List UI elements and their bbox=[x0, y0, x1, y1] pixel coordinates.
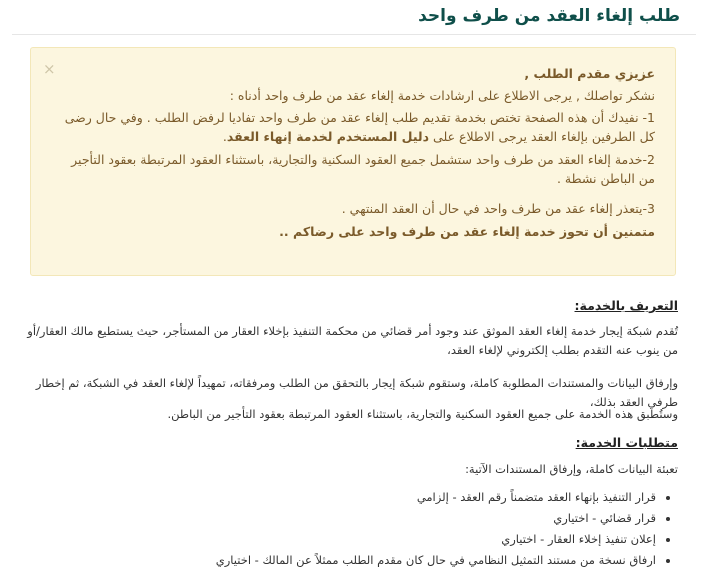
title-divider bbox=[12, 34, 696, 35]
notice-item-3: 3-يتعذر إلغاء عقد من طرف واحد في حال أن العقد المنتهي . bbox=[341, 201, 655, 216]
definition-paragraph-3: وستُطبق هذه الخدمة على جميع العقود السكنية والتجارية، باستثناء العقود المرتبطة بعقود التأجير من الباطن. bbox=[167, 407, 678, 421]
user-guide-link[interactable]: دليل المستخدم لخدمة إنهاء العقد bbox=[226, 129, 430, 144]
list-item: • قرار التنفيذ بإنهاء العقد متضمناً رقم العقد - إلزامي bbox=[20, 488, 656, 506]
list-item: • ارفاق نسخة من مستند التمثيل النظامي في حال كان مقدم الطلب ممثلاً عن المالك - اختياري bbox=[20, 551, 656, 569]
notice-item-1-text: 1- نفيدك أن هذه الصفحة تختص بخدمة تقديم طلب إلغاء عقد من طرف واحد تفاديا لرفض الطلب . وفي حال رضى كل الطرفين بإلغاء العقد يرجى الاطلاع على bbox=[64, 110, 655, 144]
requirements-list bbox=[20, 488, 656, 572]
definition-paragraph-2: وإرفاق البيانات والمستندات المطلوبة كاملة، وستقوم شبكة إيجار بالتحقق من الطلب ومرفقاته، تمهيداً لإلغاء العقد في الشبكة، ثم إخطار طرفي العقد بذلك، bbox=[35, 376, 678, 409]
list-item: • قرار قضائي - اختياري bbox=[20, 509, 656, 527]
list-item: • إعلان تنفيذ إخلاء العقار - اختياري bbox=[20, 530, 656, 548]
close-icon[interactable]: × bbox=[43, 60, 56, 78]
definition-paragraph-1: تُقدم شبكة إيجار خدمة إلغاء العقد الموثق عند وجود أمر قضائي من محكمة التنفيذ بإخلاء العقار من المستأجر، حيث يستطيع مالك العقار/أو من ينوب عنه التقدم بطلب إلكتروني لإلغاء العقد، bbox=[27, 324, 678, 357]
requirements-intro: تعبئة البيانات كاملة، وإرفاق المستندات الآتية: bbox=[465, 462, 678, 476]
notice-item-2: 2-خدمة إلغاء العقد من طرف واحد ستشمل جميع العقود السكنية والتجارية، باستثناء العقود المرتبطة بعقود التأجير من الباطن نشطة . bbox=[71, 152, 655, 186]
definition-heading: التعريف بالخدمة: bbox=[574, 298, 678, 313]
requirements-heading: متطلبات الخدمة: bbox=[575, 435, 678, 450]
notice-greeting: عزيزي مقدم الطلب , bbox=[524, 66, 655, 81]
notice-closing: متمنين أن تحوز خدمة إلغاء عقد من طرف واحد على رضاكم .. bbox=[279, 224, 655, 239]
notice-item-1: 1- نفيدك أن هذه الصفحة تختص بخدمة تقديم طلب إلغاء عقد من طرف واحد تفاديا لرفض الطلب . وفي حال رضى كل الطرفين بإلغاء العقد يرجى الاطلاع على دليل المستخدم لخدمة إنهاء العقد. bbox=[64, 110, 655, 144]
notice-intro: نشكر تواصلك , يرجى الاطلاع على ارشادات خدمة إلغاء عقد من طرف واحد أدناه : bbox=[229, 88, 655, 103]
notice-alert bbox=[30, 47, 676, 276]
page-title: طلب إلغاء العقد من طرف واحد bbox=[418, 6, 680, 26]
